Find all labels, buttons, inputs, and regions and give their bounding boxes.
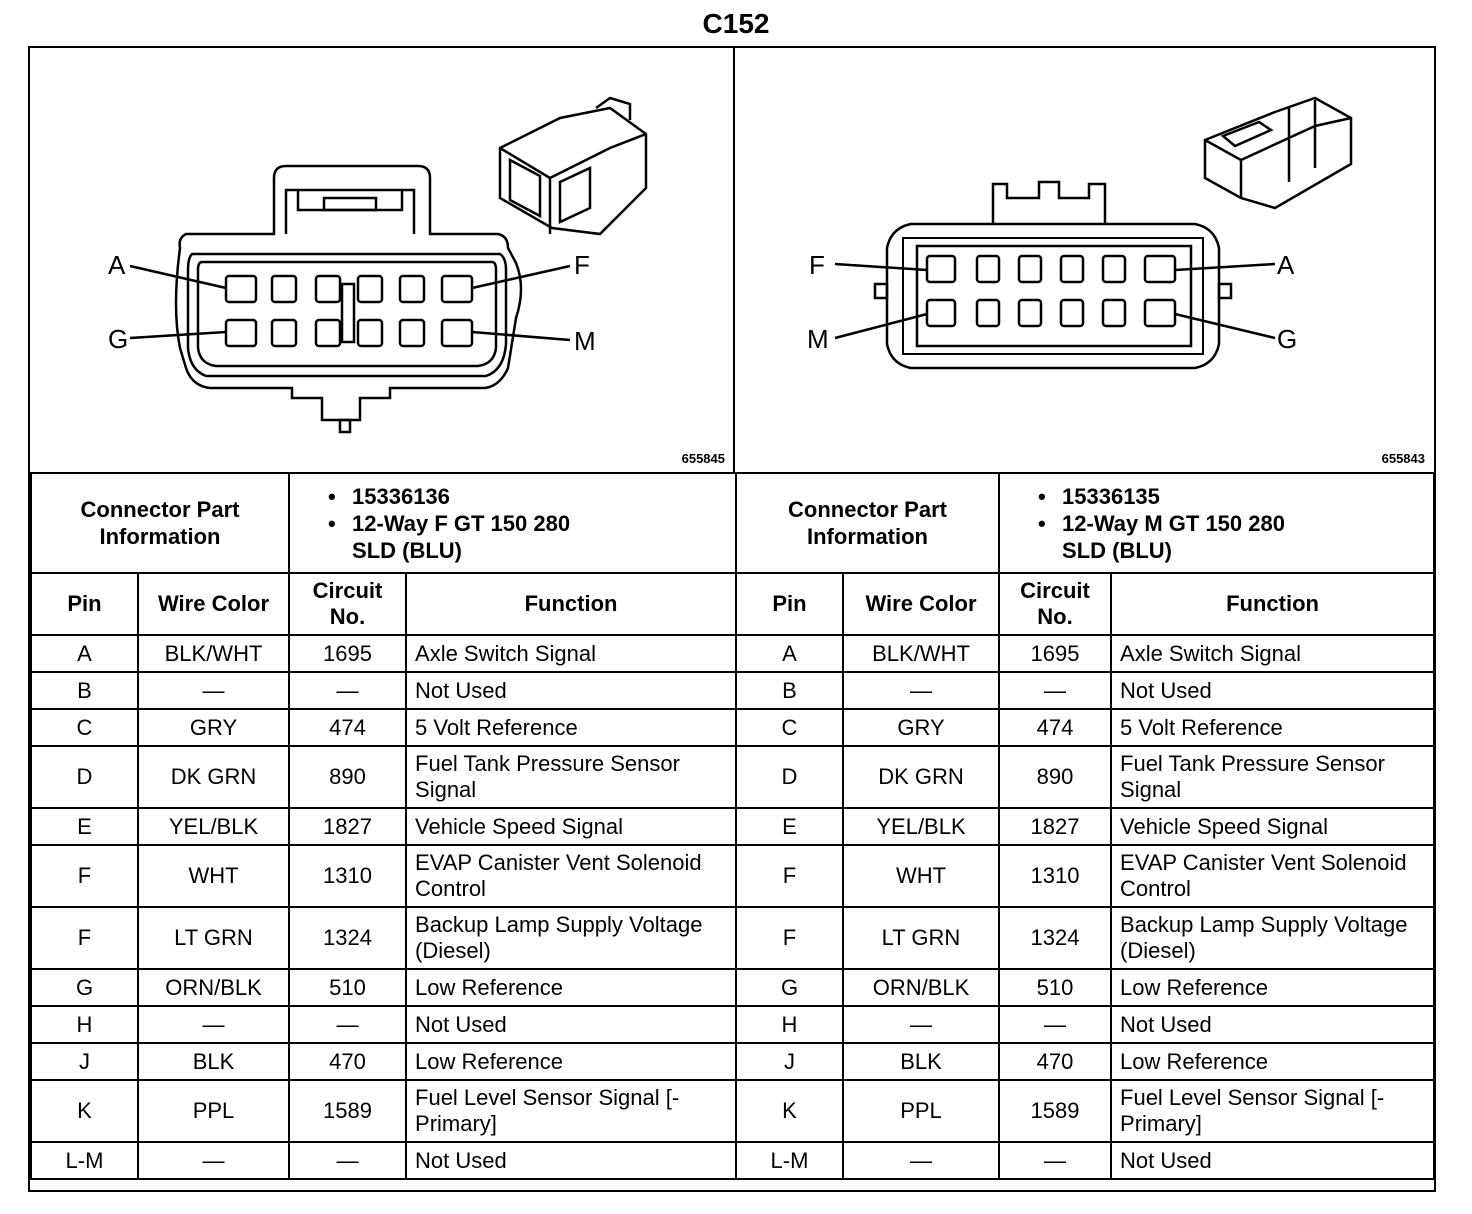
function-cell: Fuel Level Sensor Signal [- Primary] xyxy=(406,1080,736,1142)
wire-color-cell: WHT xyxy=(138,845,289,907)
pin-label-m: M xyxy=(807,324,829,354)
circuit-cell: — xyxy=(999,1006,1111,1043)
wire-color-cell: BLK/WHT xyxy=(138,635,289,672)
table-row xyxy=(736,1043,1434,1080)
function-cell: Axle Switch Signal xyxy=(406,635,736,672)
function-cell: Backup Lamp Supply Voltage (Diesel) xyxy=(406,907,736,969)
pin-cell: J xyxy=(736,1043,843,1080)
pin-cell: F xyxy=(31,907,138,969)
part-number: • 15336135 xyxy=(1062,483,1425,510)
pin-label-m: M xyxy=(574,326,596,356)
function-cell: Fuel Tank Pressure Sensor Signal xyxy=(1111,746,1434,808)
function-cell: Vehicle Speed Signal xyxy=(1111,808,1434,845)
function-cell: Fuel Tank Pressure Sensor Signal xyxy=(406,746,736,808)
pin-cell: L-M xyxy=(736,1142,843,1179)
wire-color-column-header: Wire Color xyxy=(843,573,999,635)
circuit-cell: 890 xyxy=(999,746,1111,808)
circuit-cell: — xyxy=(289,1006,406,1043)
pin-cell: D xyxy=(736,746,843,808)
connector-part-info xyxy=(999,473,1434,573)
connector-part-info xyxy=(289,473,736,573)
function-cell: Vehicle Speed Signal xyxy=(406,808,736,845)
pin-cell: A xyxy=(736,635,843,672)
wire-color-column-header: Wire Color xyxy=(138,573,289,635)
pin-cell: C xyxy=(31,709,138,746)
pin-cell: C xyxy=(736,709,843,746)
table-row xyxy=(31,969,736,1006)
function-cell: Axle Switch Signal xyxy=(1111,635,1434,672)
circuit-cell: 474 xyxy=(999,709,1111,746)
table-row xyxy=(31,907,736,969)
table-row xyxy=(736,808,1434,845)
pin-cell: B xyxy=(31,672,138,709)
pin-column-header: Pin xyxy=(31,573,138,635)
wire-color-cell: LT GRN xyxy=(138,907,289,969)
table-row xyxy=(31,1080,736,1142)
pin-cell: F xyxy=(31,845,138,907)
circuit-column-header: Circuit No. xyxy=(999,573,1111,635)
wire-color-cell: PPL xyxy=(843,1080,999,1142)
table-row xyxy=(31,672,736,709)
female-connector-pinout-table xyxy=(30,472,737,1180)
table-row xyxy=(31,808,736,845)
function-cell: EVAP Canister Vent Solenoid Control xyxy=(406,845,736,907)
circuit-cell: 510 xyxy=(999,969,1111,1006)
wire-color-cell: BLK xyxy=(138,1043,289,1080)
function-cell: Not Used xyxy=(406,1006,736,1043)
pin-label-a: A xyxy=(1277,250,1295,280)
diagram-title: C152 xyxy=(702,8,770,39)
connector-description-line2: SLD (BLU) xyxy=(1062,537,1172,563)
table-row xyxy=(736,709,1434,746)
table-row xyxy=(736,1142,1434,1179)
pin-cell: J xyxy=(31,1043,138,1080)
function-cell: Not Used xyxy=(1111,1142,1434,1179)
circuit-cell: 1827 xyxy=(289,808,406,845)
table-row xyxy=(31,1043,736,1080)
function-cell: 5 Volt Reference xyxy=(406,709,736,746)
pin-cell: L-M xyxy=(31,1142,138,1179)
wire-color-cell: — xyxy=(138,1006,289,1043)
wire-color-cell: DK GRN xyxy=(843,746,999,808)
wire-color-cell: BLK/WHT xyxy=(843,635,999,672)
female-connector-drawing-panel xyxy=(30,48,735,474)
circuit-cell: 1589 xyxy=(999,1080,1111,1142)
table-row xyxy=(736,969,1434,1006)
wire-color-cell: — xyxy=(843,672,999,709)
function-cell: Low Reference xyxy=(406,969,736,1006)
table-row xyxy=(736,845,1434,907)
male-connector-pinout-table xyxy=(735,472,1435,1180)
connector-info-label: Connector Part Information xyxy=(31,473,289,573)
wire-color-cell: — xyxy=(843,1142,999,1179)
table-row xyxy=(31,1006,736,1043)
function-cell: Not Used xyxy=(1111,1006,1434,1043)
pin-label-a: A xyxy=(108,250,126,280)
circuit-cell: 474 xyxy=(289,709,406,746)
pin-cell: E xyxy=(736,808,843,845)
wire-color-cell: DK GRN xyxy=(138,746,289,808)
pin-label-g: G xyxy=(108,324,129,354)
pin-cell: H xyxy=(31,1006,138,1043)
pin-cell: H xyxy=(736,1006,843,1043)
table-row xyxy=(31,845,736,907)
circuit-cell: 1310 xyxy=(999,845,1111,907)
connector-info-label: Connector Part Information xyxy=(736,473,999,573)
wire-color-cell: YEL/BLK xyxy=(843,808,999,845)
pin-label-g: G xyxy=(1277,324,1298,354)
circuit-cell: 470 xyxy=(289,1043,406,1080)
circuit-cell: 1827 xyxy=(999,808,1111,845)
male-connector-face-drawing xyxy=(735,48,1433,474)
pin-cell: F xyxy=(736,845,843,907)
pin-cell: E xyxy=(31,808,138,845)
function-cell: 5 Volt Reference xyxy=(1111,709,1434,746)
circuit-cell: — xyxy=(289,1142,406,1179)
pin-column-header: Pin xyxy=(736,573,843,635)
table-row xyxy=(736,1080,1434,1142)
table-row xyxy=(736,672,1434,709)
function-cell: Low Reference xyxy=(406,1043,736,1080)
pin-label-f: F xyxy=(574,250,590,280)
figure-number: 655843 xyxy=(1381,451,1425,466)
function-cell: Not Used xyxy=(406,672,736,709)
table-row xyxy=(736,907,1434,969)
circuit-cell: 1324 xyxy=(289,907,406,969)
wire-color-cell: LT GRN xyxy=(843,907,999,969)
circuit-cell: 470 xyxy=(999,1043,1111,1080)
wire-color-cell: GRY xyxy=(843,709,999,746)
function-cell: EVAP Canister Vent Solenoid Control xyxy=(1111,845,1434,907)
pin-cell: G xyxy=(736,969,843,1006)
wire-color-cell: YEL/BLK xyxy=(138,808,289,845)
function-cell: Low Reference xyxy=(1111,969,1434,1006)
wire-color-cell: ORN/BLK xyxy=(138,969,289,1006)
pin-cell: K xyxy=(31,1080,138,1142)
wire-color-cell: PPL xyxy=(138,1080,289,1142)
pin-cell: A xyxy=(31,635,138,672)
female-connector-face-drawing xyxy=(30,48,735,474)
table-row xyxy=(31,635,736,672)
circuit-cell: — xyxy=(999,672,1111,709)
pin-cell: D xyxy=(31,746,138,808)
circuit-cell: 1324 xyxy=(999,907,1111,969)
table-row xyxy=(736,635,1434,672)
connector-sheet xyxy=(28,46,1436,1192)
connector-description xyxy=(1062,510,1425,564)
pin-cell: G xyxy=(31,969,138,1006)
table-row xyxy=(31,1142,736,1179)
male-connector-drawing-panel xyxy=(735,48,1433,474)
connector-description-line1: 12-Way F GT 150 280 xyxy=(352,510,571,536)
pin-label-f: F xyxy=(809,250,825,280)
function-cell: Not Used xyxy=(406,1142,736,1179)
wire-color-cell: ORN/BLK xyxy=(843,969,999,1006)
circuit-cell: 1695 xyxy=(289,635,406,672)
connector-description-line2: SLD (BLU) xyxy=(352,537,462,563)
wire-color-cell: — xyxy=(138,1142,289,1179)
circuit-cell: 510 xyxy=(289,969,406,1006)
table-row xyxy=(736,746,1434,808)
circuit-column-header: Circuit No. xyxy=(289,573,406,635)
connector-description-line1: 12-Way M GT 150 280 xyxy=(1062,510,1285,536)
function-cell: Low Reference xyxy=(1111,1043,1434,1080)
function-cell: Not Used xyxy=(1111,672,1434,709)
pin-cell: K xyxy=(736,1080,843,1142)
wire-color-cell: GRY xyxy=(138,709,289,746)
function-cell: Fuel Level Sensor Signal [- Primary] xyxy=(1111,1080,1434,1142)
circuit-cell: — xyxy=(999,1142,1111,1179)
circuit-cell: 1695 xyxy=(999,635,1111,672)
circuit-cell: 890 xyxy=(289,746,406,808)
table-row xyxy=(31,746,736,808)
wire-color-cell: — xyxy=(843,1006,999,1043)
wire-color-cell: WHT xyxy=(843,845,999,907)
function-column-header: Function xyxy=(1111,573,1434,635)
table-row xyxy=(736,1006,1434,1043)
wire-color-cell: — xyxy=(138,672,289,709)
pin-cell: B xyxy=(736,672,843,709)
pin-cell: F xyxy=(736,907,843,969)
circuit-cell: 1310 xyxy=(289,845,406,907)
part-number: • 15336136 xyxy=(352,483,727,510)
circuit-cell: 1589 xyxy=(289,1080,406,1142)
figure-number: 655845 xyxy=(681,451,725,466)
table-row xyxy=(31,709,736,746)
function-cell: Backup Lamp Supply Voltage (Diesel) xyxy=(1111,907,1434,969)
circuit-cell: — xyxy=(289,672,406,709)
connector-description xyxy=(352,510,727,564)
function-column-header: Function xyxy=(406,573,736,635)
wire-color-cell: BLK xyxy=(843,1043,999,1080)
